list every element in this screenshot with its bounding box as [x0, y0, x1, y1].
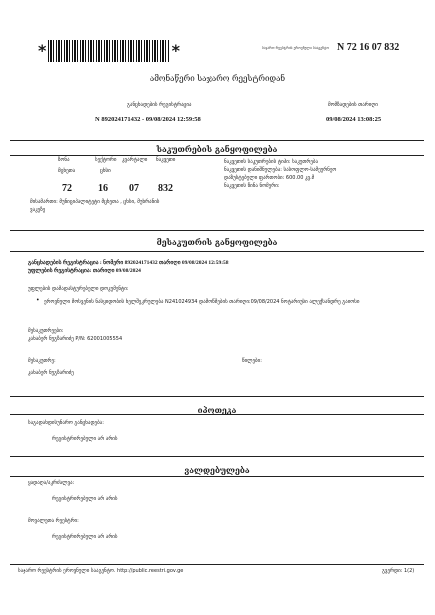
encumbrance-title: ვალდებულება	[184, 465, 250, 475]
col-label-parcel: ნაკვეთი	[156, 157, 176, 163]
barcode-start-star: *	[38, 41, 47, 60]
divider	[10, 476, 424, 477]
seizure-value: რეგისტრირებული არ არის	[52, 496, 118, 502]
cad-parcel: 832	[158, 183, 173, 194]
owners-value: კახაბერ ნუგზარიძე P/N: 62001005554	[28, 336, 123, 342]
right-registration-line: უფლების რეგისტრაცია: თარიღი 09/08/2024	[28, 268, 141, 274]
mortgage-title: იპოთეკა	[197, 405, 237, 415]
barcode	[38, 40, 180, 62]
parcel-detail-line: ნაკვეთის საკუთრების ტიპი: საკუთრება	[224, 159, 319, 165]
share-label: წილები:	[242, 358, 262, 364]
cad-sector: 16	[98, 183, 108, 194]
owner-application-line: განცხადების რეგისტრაცია : ნომერი 892024171432 თარიღი 09/08/2024 12:59:58	[28, 260, 229, 266]
divider	[10, 456, 424, 457]
mortgage-subject-label: საგადახდისუნარო განცხადება:	[28, 420, 104, 426]
agency-title: ამონაწერი საჯარო რეესტრიდან	[149, 74, 286, 83]
bullet-dot: •	[36, 297, 40, 304]
barcode-end-star: *	[171, 41, 180, 60]
property-title: საკუთრების განყოფილება	[156, 144, 278, 154]
col-label-quarter: კვარტალი	[122, 157, 148, 163]
divider	[10, 396, 424, 397]
basis-label: უფლების დამადასტურებელი დოკუმენტი:	[28, 286, 129, 292]
parcel-detail-line: ნაკვეთის დანიშნულება: სასოფლო-სამეურნეო	[224, 167, 337, 173]
extract-number: N 72 16 07 832	[337, 42, 400, 53]
debtors-value: რეგისტრირებული არ არის	[52, 534, 118, 540]
completion-label: მომზადების თარიღი	[328, 102, 378, 108]
owner-desc-value: კახაბერ ნუგზარიძე	[28, 370, 74, 376]
basis-item: ეროვნული მოსვენის ნასყიდობის ხელშეკრულება N241024934 დამოწმების თარიღი:09/08/2024 ნოტარიუსი ალექსანდრე გაიოსი	[44, 299, 360, 305]
debtors-label: მოვალეთა რეესტრი:	[28, 518, 79, 524]
owner-title: მესაკუთრის განყოფილება	[156, 237, 278, 247]
cad-zone: 72	[62, 183, 72, 194]
footer-divider	[10, 564, 424, 565]
mortgage-subject-value: რეგისტრირებული არ არის	[52, 436, 118, 442]
owners-label: მესაკუთრეები:	[28, 328, 64, 334]
col-sublabel-zone: მცხეთა	[58, 168, 76, 174]
footer-source: საჯარო რეესტრის ეროვნული სააგენტო. http://public.reestri.gov.ge	[18, 568, 184, 574]
parcel-details	[224, 158, 414, 190]
col-sublabel-sector: ცხსი	[100, 168, 111, 174]
parcel-detail-line: დაზუსტებული ფართობი: 600.00 კვ.მ	[224, 175, 315, 181]
owner-desc-label: მესაკუთრე:	[28, 358, 56, 364]
owner-section-header	[10, 230, 424, 252]
seizure-label: ყადაღა/აკრძალვა:	[28, 480, 75, 486]
divider	[10, 414, 424, 415]
header-small-text: საჯარო რეესტრის ეროვნული სააგენტო	[262, 46, 330, 50]
application-value: N 892024171432 - 09/08/2024 12:59:58	[95, 116, 201, 123]
property-address: მისამართი: მუნიციპალიტეტი მცხეთა , ცხსი, მუხრანის ვაკეზე	[30, 199, 160, 213]
completion-value: 09/08/2024 13:08:25	[326, 116, 382, 123]
application-label: განცხადების რეგისტრაცია	[127, 102, 192, 108]
property-section-header	[10, 140, 424, 156]
col-label-sector: სექტორი	[95, 157, 117, 163]
barcode-bars	[48, 40, 169, 62]
parcel-detail-line: ნაკვეთის წინა ნომერი:	[224, 183, 280, 189]
cad-quarter: 07	[129, 183, 139, 194]
footer-page: გვერდი: 1(2)	[382, 568, 415, 574]
col-label-zone: ზონა	[58, 157, 70, 163]
